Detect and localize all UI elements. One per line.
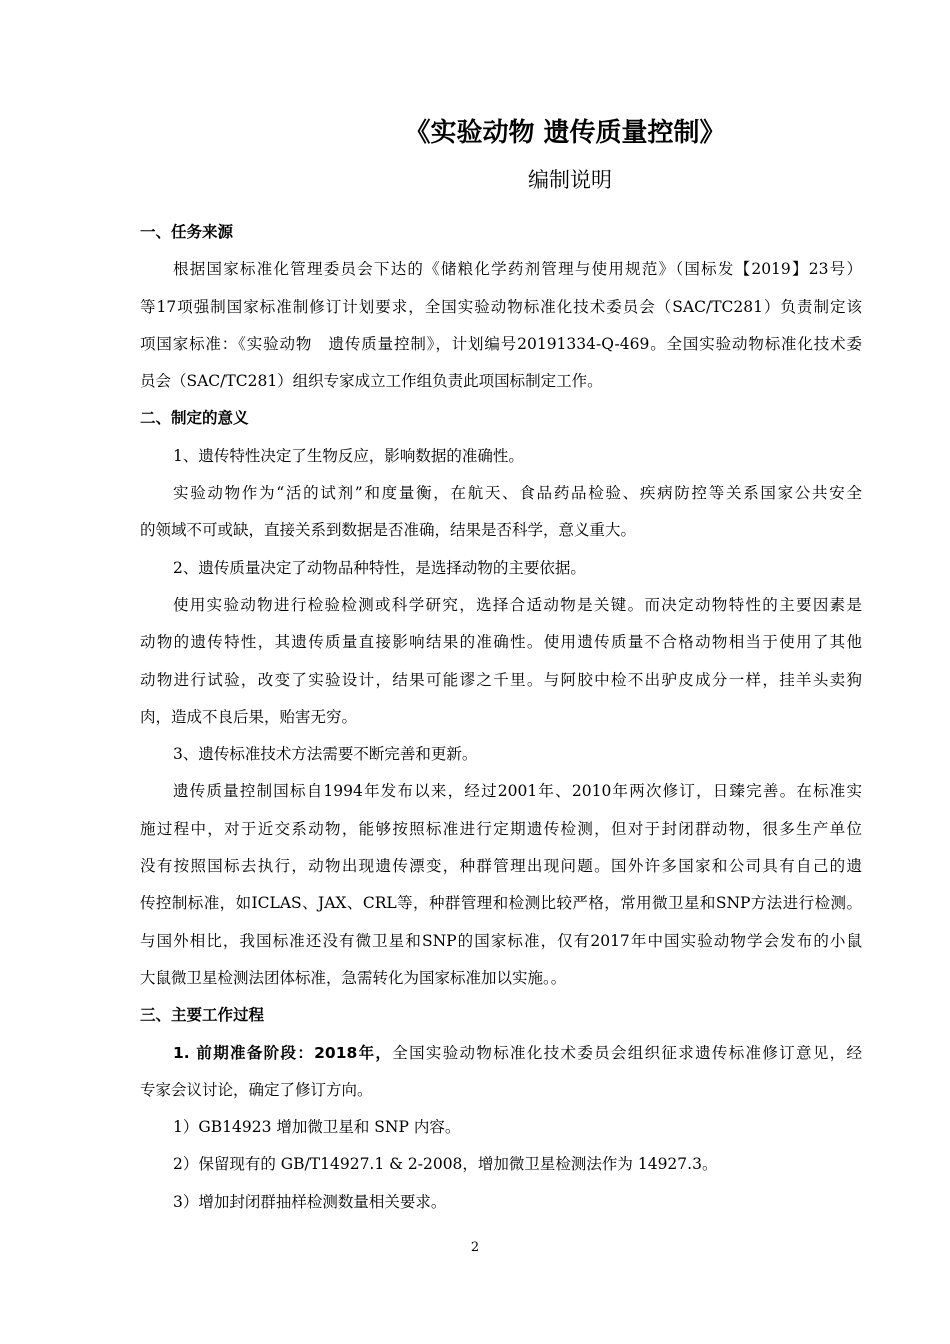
- section-heading: 二、制定的意义: [140, 409, 249, 428]
- paragraph-line: 传控制标准，如ICLAS、JAX、CRL等，种群管理和检测比较严格，常用微卫星和SNP方法进行检测。: [140, 894, 862, 913]
- document-title: 《实验动物 遗传质量控制》: [404, 118, 726, 148]
- paragraph-line: 使用实验动物进行检验检测或科学研究，选择合适动物是关键。而决定动物特性的主要因素是: [173, 595, 862, 614]
- paragraph-line: 没有按照国标去执行，动物出现遗传漂变，种群管理出现问题。国外许多国家和公司具有自己的遗: [140, 857, 862, 876]
- paragraph-line: 1）GB14923 增加微卫星和 SNP 内容。: [173, 1118, 461, 1137]
- paragraph-text: 全国实验动物标准化技术委员会组织征求遗传标准修订意见，经: [392, 1043, 862, 1062]
- document-body: [140, 214, 862, 1221]
- paragraph-line: 2）保留现有的 GB/T14927.1 & 2-2008，增加微卫星检测法作为 14927.3。: [173, 1155, 718, 1174]
- paragraph-line: 项国家标准：《实验动物 遗传质量控制》，计划编号20191334-Q-469。全国实验动物标准化技术委: [140, 334, 862, 353]
- paragraph-line: 1、遗传特性决定了生物反应，影响数据的准确性。: [173, 446, 524, 465]
- paragraph-line: 遗传质量控制国标自1994年发布以来，经过2001年、2010年两次修订，日臻完善。在标准实: [173, 782, 862, 801]
- paragraph-line: 2、遗传质量决定了动物品种特性，是选择动物的主要依据。: [173, 558, 586, 577]
- paragraph-line: 的领域不可或缺，直接关系到数据是否准确，结果是否科学，意义重大。: [140, 521, 637, 540]
- document-subtitle: 编制说明: [528, 168, 612, 192]
- paragraph-line: 3、遗传标准技术方法需要不断完善和更新。: [173, 745, 478, 764]
- page-number: 2: [470, 1240, 480, 1255]
- section-heading: 三、主要工作过程: [140, 1006, 265, 1025]
- paragraph-line: [140, 1035, 862, 1072]
- paragraph-line: 大鼠微卫星检测法团体标准，急需转化为国家标准加以实施。。: [140, 968, 567, 987]
- paragraph-line: 专家会议讨论，确定了修订方向。: [140, 1080, 373, 1099]
- paragraph-line: 实验动物作为“活的试剂”和度量衡，在航天、食品药品检验、疾病防控等关系国家公共安全: [173, 484, 862, 503]
- paragraph-line: 动物进行试验，改变了实验设计，结果可能谬之千里。与阿胶中检不出驴皮成分一样，挂羊头卖狗: [140, 670, 862, 689]
- paragraph-line: 动物的遗传特性，其遗传质量直接影响结果的准确性。使用遗传质量不合格动物相当于使用了其他: [140, 633, 862, 652]
- section-heading: 一、任务来源: [140, 223, 234, 241]
- paragraph-line: 员会（SAC/TC281）组织专家成立工作组负责此项国标制定工作。: [140, 372, 603, 391]
- paragraph-line: 根据国家标准化管理委员会下达的《储粮化学药剂管理与使用规范》（国标发【2019】23号）: [173, 260, 862, 279]
- paragraph-line: 施过程中，对于近交系动物，能够按照标准进行定期遗传检测，但对于封闭群动物，很多生产单位: [140, 819, 862, 838]
- paragraph-line: 肉，造成不良后果，贻害无穷。: [140, 707, 358, 726]
- paragraph-line: 与国外相比，我国标准还没有微卫星和SNP的国家标准，仅有2017年中国实验动物学会发布的小鼠: [140, 931, 862, 950]
- paragraph-line: 3）增加封闭群抽样检测数量相关要求。: [173, 1192, 447, 1211]
- paragraph-line: 等17项强制国家标准制修订计划要求，全国实验动物标准化技术委员会（SAC/TC281）负责制定该: [140, 297, 862, 316]
- paragraph-lead: 1. 前期准备阶段：2018年，: [173, 1043, 393, 1062]
